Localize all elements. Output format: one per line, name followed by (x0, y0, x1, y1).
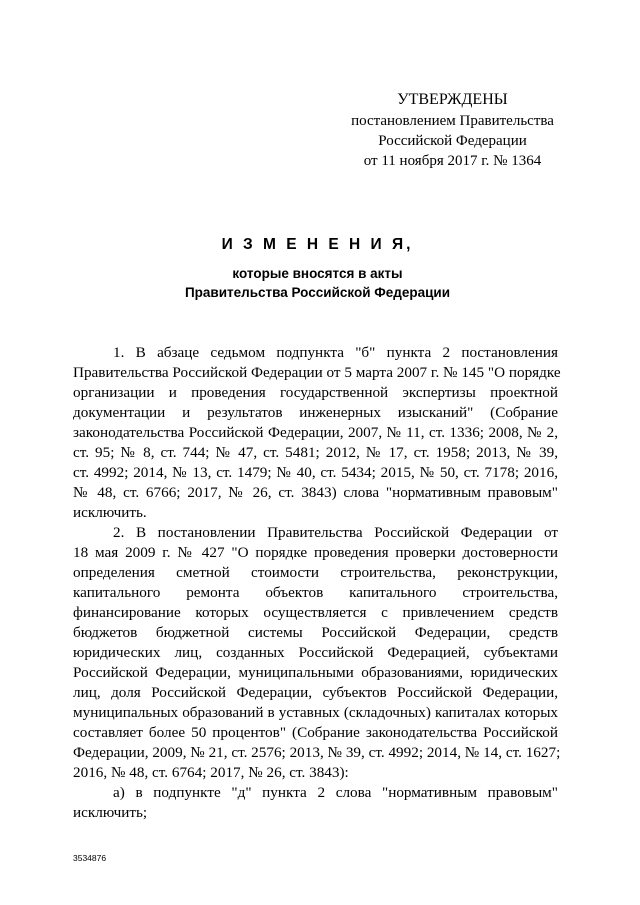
body-line: юридических лиц, созданных Российской Федерацией, субъектами (73, 644, 558, 661)
body-line: документации и результатов инженерных изысканий" (Собрание (73, 404, 558, 421)
body-line: законодательства Российской Федерации, 2007, № 11, ст. 1336; 2008, № 2, (73, 424, 558, 441)
body-line: № 48, ст. 6766; 2017, № 26, ст. 3843) слова "нормативным правовым" (73, 484, 558, 501)
title-subtitle-2: Правительства Российской Федерации (184, 285, 451, 300)
body-line: 18 мая 2009 г. № 427 "О порядке проведения проверки достоверности (73, 544, 558, 561)
title-main: И З М Е Н Е Н И Я, (221, 236, 414, 253)
body-line: 2016, № 48, ст. 6764; 2017, № 26, ст. 3843): (73, 764, 349, 781)
body-line: лиц, доля Российской Федерации, субъектов Российской Федерации, (73, 684, 558, 701)
body-line: 2. В постановлении Правительства Российской Федерации от (113, 524, 558, 541)
approval-line: постановлением Правительства (351, 113, 554, 129)
body-line: ст. 95; № 8, ст. 744; № 47, ст. 5481; 2012, № 17, ст. 1958; 2013, № 39, (73, 444, 558, 461)
body-line: а) в подпункте "д" пункта 2 слова "нормативным правовым" (113, 784, 558, 801)
document-body (73, 343, 561, 823)
body-line: исключить. (73, 504, 147, 521)
title-subtitle-1: которые вносятся в акты (232, 266, 403, 281)
approval-heading: УТВЕРЖДЕНЫ (397, 91, 508, 108)
body-line: бюджетов бюджетной системы Российской Федерации, средств (73, 624, 558, 641)
body-line: составляет более 50 процентов" (Собрание законодательства Российской (73, 724, 558, 741)
body-line: определения сметной стоимости строительства, реконструкции, (73, 564, 558, 581)
body-line: Правительства Российской Федерации от 5 марта 2007 г. № 145 "О порядке (73, 364, 561, 381)
body-line: капитального ремонта объектов капитального строительства, (73, 584, 558, 601)
body-line: Российской Федерации, муниципальными образованиями, юридических (73, 664, 558, 681)
body-line: ст. 4992; 2014, № 13, ст. 1479; № 40, ст. 5434; 2015, № 50, ст. 7178; 2016, (73, 464, 558, 481)
body-line: муниципальных образований в уставных (складочных) капиталах которых (73, 704, 558, 721)
approval-line: Российской Федерации (378, 133, 527, 149)
body-line: финансирование которых осуществляется с привлечением средств (73, 604, 558, 621)
approval-line: от 11 ноября 2017 г. № 1364 (363, 153, 542, 169)
body-line: организации и проведения государственной экспертизы проектной (73, 384, 558, 401)
body-line: исключить; (73, 804, 148, 821)
approval-stamp (330, 90, 575, 171)
document-title (60, 236, 575, 302)
body-line: Федерации, 2009, № 21, ст. 2576; 2013, № 39, ст. 4992; 2014, № 14, ст. 1627; (73, 744, 561, 761)
body-line: 1. В абзаце седьмом подпункта "б" пункта 2 постановления (113, 344, 558, 361)
document-code: 3534876 (73, 853, 107, 863)
